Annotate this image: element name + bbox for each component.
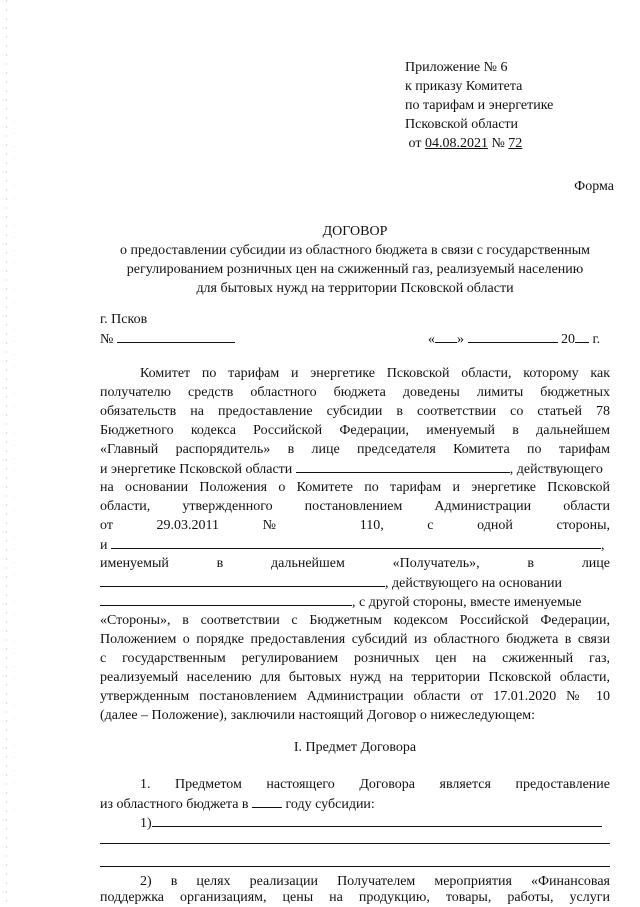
representative-blank[interactable]	[100, 573, 385, 587]
paragraph-line: области, утвержденного постановлением Администрации области	[100, 499, 610, 514]
text-fragment: году субсидии:	[282, 797, 375, 812]
blank-rule[interactable]	[100, 866, 610, 867]
paragraph-line	[100, 592, 610, 612]
document-subtitle: о предоставлении субсидии из областного бюджета в связи с государственным	[120, 243, 590, 258]
paragraph-line: «Главный распорядитель» в лице председателя Комитета по тарифам	[100, 442, 610, 457]
month-blank[interactable]	[468, 329, 558, 343]
document-title: ДОГОВОР	[322, 224, 388, 239]
text-fragment: ,	[601, 538, 605, 553]
text-fragment: , действующего на основании	[385, 576, 563, 591]
appendix-line: по тарифам и энергетике	[405, 98, 554, 113]
blank-rule[interactable]	[100, 843, 610, 844]
order-number: 72	[508, 136, 523, 151]
appendix-line: к приказу Комитета	[405, 79, 523, 94]
scan-edge-artifact	[14, 120, 15, 820]
list-item	[140, 813, 610, 833]
paragraph-line: 1. Предметом настоящего Договора является предоставление	[140, 777, 610, 792]
place-of-signing: г. Псков	[100, 312, 148, 327]
paragraph-line: на основании Положения о Комитете по тарифам и энергетике Псковской	[100, 480, 610, 495]
text-fragment: и энергетике Псковской области	[100, 462, 296, 477]
paragraph-line: реализуемый населению для бытовых нужд на территории Псковской области,	[100, 670, 610, 685]
day-blank[interactable]	[435, 329, 457, 343]
quote-open: «	[428, 332, 435, 347]
section-heading: I. Предмет Договора	[293, 740, 417, 755]
paragraph-line: с государственным регулированием розничных цен на сжиженный газ,	[100, 651, 610, 666]
year-suffix: г.	[589, 332, 601, 347]
paragraph-line	[100, 459, 610, 479]
item-number: 1)	[140, 816, 152, 831]
number-prefix: №	[487, 136, 509, 151]
year-blank[interactable]	[575, 329, 589, 343]
year-prefix: 20	[561, 332, 575, 347]
paragraph-line: 2) в целях реализации Получателем мероприятия «Финансовая	[140, 874, 610, 889]
subsidy-purpose-blank[interactable]	[152, 813, 602, 827]
paragraph-line: от 29.03.2011 № 110, с одной стороны,	[100, 518, 610, 533]
paragraph-line	[100, 794, 610, 814]
date-prefix: от	[408, 136, 425, 151]
paragraph-line: получателю средств областного бюджета доведены лимиты бюджетных	[100, 385, 610, 400]
form-label: Форма	[574, 179, 614, 194]
number-label: №	[100, 332, 114, 347]
document-subtitle: для бытовых нужд на территории Псковской области	[196, 281, 514, 296]
paragraph-line: Бюджетного кодекса Российской Федерации, именуемый в дальнейшем	[100, 423, 610, 438]
paragraph-line	[100, 535, 610, 555]
appendix-line: Приложение № 6	[405, 60, 508, 75]
text-fragment: , действующего	[509, 462, 603, 477]
paragraph-line: именуемый в дальнейшем «Получатель», в лице	[100, 556, 610, 571]
year-blank[interactable]	[252, 794, 282, 808]
document-subtitle: регулированием розничных цен на сжиженный газ, реализуемый населению	[126, 262, 584, 277]
number-blank[interactable]	[117, 329, 235, 343]
text-fragment: , с другой стороны, вместе именуемые	[352, 595, 582, 610]
paragraph-line	[100, 573, 610, 593]
recipient-name-blank[interactable]	[111, 535, 601, 549]
scan-edge-artifact	[6, 0, 7, 905]
text-fragment: из областного бюджета в	[100, 797, 253, 812]
appendix-block	[405, 58, 553, 153]
paragraph-line: поддержка организациям, цены на продукцию, товары, работы, услуги	[100, 890, 610, 905]
text-fragment: и	[100, 538, 108, 553]
paragraph-line: «Стороны», в соответствии с Бюджетным кодексом Российской Федерации,	[100, 613, 610, 628]
paragraph-line: Положением о порядке предоставления субсидий из областного бюджета в связи	[100, 632, 610, 647]
chairman-name-blank[interactable]	[296, 459, 510, 473]
quote-close: »	[457, 332, 464, 347]
contract-number-line	[100, 329, 610, 349]
appendix-line: Псковской области	[405, 117, 519, 132]
basis-document-blank[interactable]	[100, 592, 352, 606]
date-blank-group	[428, 329, 600, 349]
paragraph-line: Комитет по тарифам и энергетике Псковской области, которому как	[140, 366, 610, 381]
paragraph-line: утвержденным постановлением Администрации области от 17.01.2020 № 10	[100, 689, 610, 704]
order-date: 04.08.2021	[424, 136, 488, 151]
paragraph-line: (далее – Положение), заключили настоящий Договор о нижеследующем:	[100, 708, 535, 723]
appendix-date-line	[405, 134, 553, 153]
paragraph-line: обязательств на предоставление субсидии в соответствии со статьей 78	[100, 404, 610, 419]
